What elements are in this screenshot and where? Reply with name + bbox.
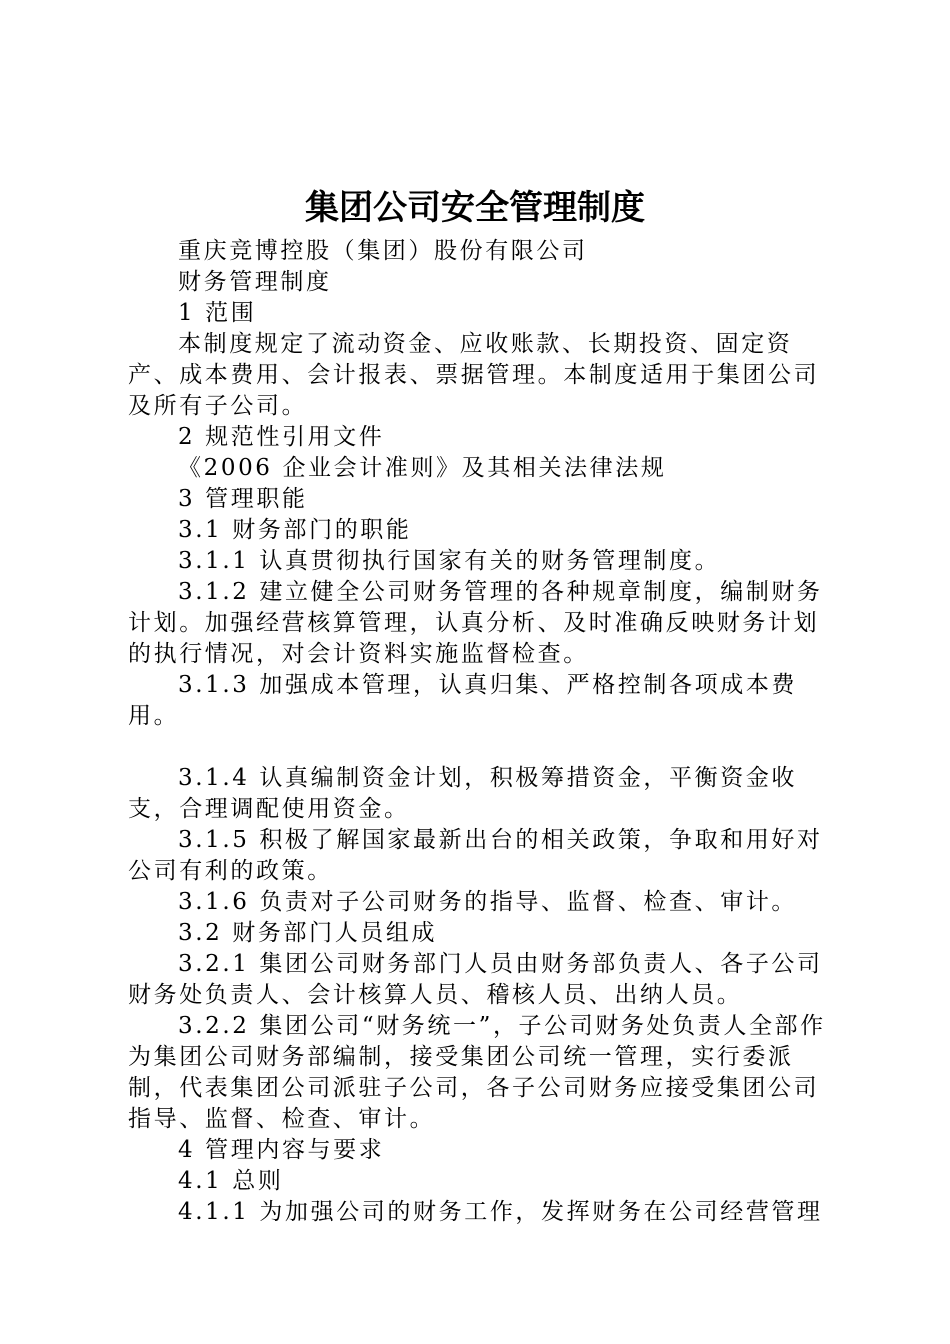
scope-paragraph: 本制度规定了流动资金、应收账款、长期投资、固定资产、成本费用、会计报表、票据管理。本制度适用于集团公司及所有子公司。 — [128, 331, 820, 419]
document-title: 集团公司安全管理制度 — [305, 188, 645, 228]
clause-3-2-1: 3.2.1 集团公司财务部门人员由财务部负责人、各子公司财务处负责人、会计核算人员、稽核人员、出纳人员。 — [128, 951, 823, 1008]
company-name: 重庆竞博控股（集团）股份有限公司 — [178, 238, 588, 264]
section-heading-references: 2 规范性引用文件 — [178, 424, 385, 450]
clause-3-1-3: 3.1.3 加强成本管理，认真归集、严格控制各项成本费用。 — [128, 672, 798, 729]
blank-line — [128, 732, 840, 763]
section-heading-functions: 3 管理职能 — [178, 486, 308, 512]
clause-3-1-5: 3.1.5 积极了解国家最新出台的相关政策，争取和用好对公司有利的政策。 — [128, 827, 823, 884]
clause-4-1-1: 4.1.1 为加强公司的财务工作，发挥财务在公司经营管理 — [178, 1199, 823, 1225]
subsection-heading-3-1: 3.1 财务部门的职能 — [178, 517, 412, 543]
clause-3-2-2: 3.2.2 集团公司“财务统一”，子公司财务处负责人全部作为集团公司财务部编制，接受集团公司统一管理，实行委派制，代表集团公司派驻子公司，各子公司财务应接受集团公司指导、监督、检查、审计。 — [128, 1013, 826, 1132]
clause-3-1-6: 3.1.6 负责对子公司财务的指导、监督、检查、审计。 — [178, 889, 798, 915]
clause-3-1-4: 3.1.4 认真编制资金计划，积极筹措资金，平衡资金收支，合理调配使用资金。 — [128, 765, 798, 822]
regulation-name: 财务管理制度 — [178, 269, 332, 295]
clause-3-1-2: 3.1.2 建立健全公司财务管理的各种规章制度，编制财务计划。加强经营核算管理，认真分析、及时准确反映财务计划的执行情况，对会计资料实施监督检查。 — [128, 579, 823, 667]
section-heading-scope: 1 范围 — [178, 300, 257, 326]
subsection-heading-4-1: 4.1 总则 — [178, 1168, 284, 1194]
section-heading-management: 4 管理内容与要求 — [178, 1137, 385, 1163]
subsection-heading-3-2: 3.2 财务部门人员组成 — [178, 920, 438, 946]
references-paragraph: 《2006 企业会计准则》及其相关法律法规 — [178, 455, 667, 481]
document-body — [128, 236, 840, 1228]
clause-3-1-1: 3.1.1 认真贯彻执行国家有关的财务管理制度。 — [178, 548, 721, 574]
